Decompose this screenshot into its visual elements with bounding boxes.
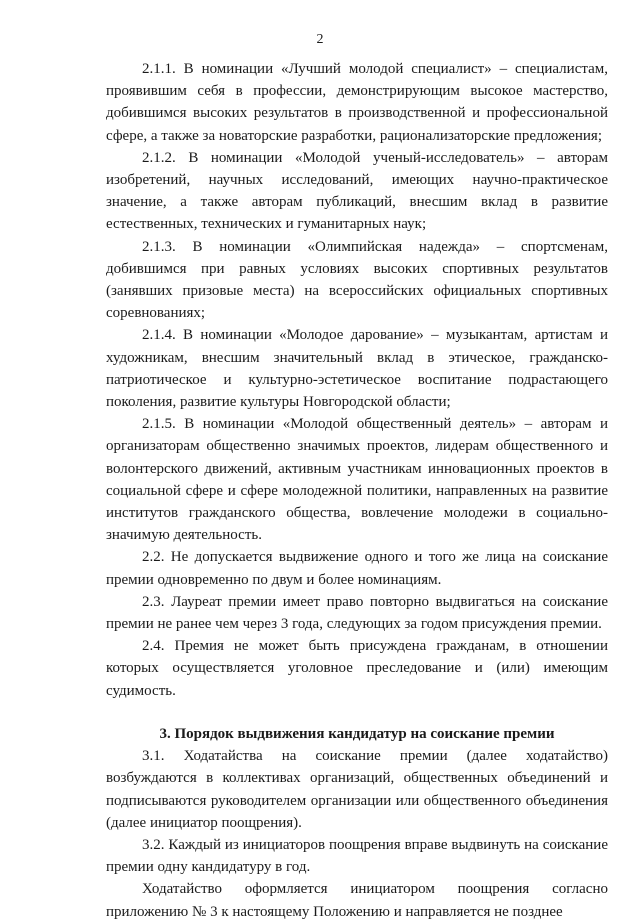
paragraph-3-1: 3.1. Ходатайства на соискание премии (далее ходатайство) возбуждаются в коллективах организаций, общественных объединений и подписываются руководителем организации или общественного объединения (далее инициатор поощрения). (106, 748, 608, 831)
paragraph-2-1-5: 2.1.5. В номинации «Молодой общественный деятель» – авторам и организаторам общественно значимых проектов, лидерам общественного и волонтерского движений, активным участникам инновационных проектов в социальной сфере и сфере молодежной политики, направленных на развитие институтов гражданского общества, вовлечение молодежи в социально-значимую деятельность. (106, 416, 608, 544)
paragraph-2-4: 2.4. Премия не может быть присуждена гражданам, в отношении которых осуществляется уголовное преследование и (или) имеющим судимость. (106, 638, 608, 699)
paragraph-petition: Ходатайство оформляется инициатором поощрения согласно приложению № 3 к настоящему Положению и направляется не позднее (106, 881, 608, 920)
document-body (106, 58, 608, 923)
paragraph-2-1-2: 2.1.2. В номинации «Молодой ученый-исследователь» – авторам изобретений, научных исследований, имеющих научно-практическое значение, а также авторам публикаций, внесшим вклад в развитие естественных, технических и гуманитарных наук; (106, 149, 608, 233)
paragraph-2-1-1: 2.1.1. В номинации «Лучший молодой специалист» – специалистам, проявившим себя в профессии, демонстрирующим высокое мастерство, добившимся высоких результатов в производственной и профессиональной сфере, а также за новаторские разработки, рационализаторские предложения; (106, 61, 608, 144)
paragraph-2-1-3: 2.1.3. В номинации «Олимпийская надежда» – спортсменам, добившимся при равных условиях высоких спортивных результатов (занявших призовые места) на всероссийских официальных спортивных соревнованиях; (106, 238, 608, 322)
page-number: 2 (316, 32, 324, 47)
paragraph-2-1-4: 2.1.4. В номинации «Молодое дарование» – музыкантам, артистам и художникам, внесшим значительный вклад в этическое, гражданско-патриотическое и культурно-эстетическое воспитание подрастающего поколения, развитие культуры Новгородской области; (106, 327, 608, 411)
paragraph-2-3: 2.3. Лауреат премии имеет право повторно выдвигаться на соискание премии не ранее чем через 3 года, следующих за годом присуждения премии. (106, 593, 608, 633)
section-heading: 3. Порядок выдвижения кандидатур на соискание премии (159, 725, 555, 742)
paragraph-3-2: 3.2. Каждый из инициаторов поощрения вправе выдвинуть на соискание премии одну кандидатуру в год. (106, 836, 608, 876)
paragraph-2-2: 2.2. Не допускается выдвижение одного и того же лица на соискание премии одновременно по двум и более номинациям. (106, 549, 608, 588)
